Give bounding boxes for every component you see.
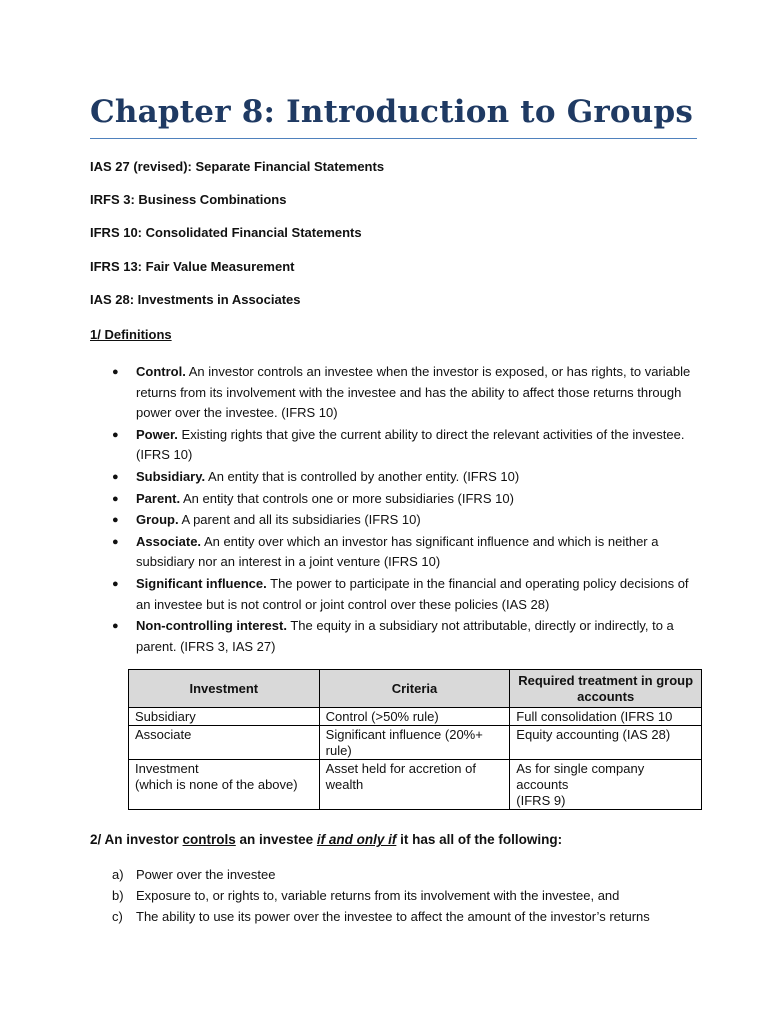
definition-text: An entity that controls one or more subsidiaries (IFRS 10)	[180, 490, 514, 506]
definition-parent	[112, 489, 702, 510]
header-treatment: Required treatment in group accounts	[510, 670, 702, 708]
table-cell	[129, 708, 320, 726]
definition-term: Significant influence.	[136, 576, 267, 592]
definition-non-controlling-interest	[112, 616, 702, 657]
table-row	[129, 708, 702, 726]
definition-term: Power.	[136, 426, 178, 442]
control-conditions-list	[112, 864, 712, 927]
bullet-icon: ●	[112, 514, 119, 527]
definition-text: An investor controls an investee when the investor is exposed, or has rights, to variable returns from its involvement with the investee and has the ability to affect those returns through power over the investee. (IFRS 10)	[136, 364, 691, 420]
condition-text: The ability to use its power over the investee to affect the amount of the investor’s returns	[136, 909, 650, 924]
definitions-heading: 1/ Definitions	[90, 327, 172, 342]
definition-text: Existing rights that give the current ability to direct the relevant activities of the investee. (IFRS 10)	[136, 426, 685, 463]
bullet-icon: ●	[112, 492, 119, 505]
page-title: Chapter 8: Introduction to Groups	[90, 94, 694, 130]
definition-subsidiary	[112, 467, 702, 488]
definition-term: Non-controlling interest.	[136, 618, 287, 634]
cell-text: Full consolidation (IFRS 10	[516, 709, 673, 724]
table-cell	[319, 726, 510, 760]
definition-term: Parent.	[136, 490, 181, 506]
table-row	[129, 726, 702, 760]
condition-text: Exposure to, or rights to, variable returns from its involvement with the investee, and	[136, 888, 620, 903]
condition-text: Power over the investee	[136, 867, 276, 882]
list-marker: c)	[112, 909, 123, 924]
standard-ias-27: IAS 27 (revised): Separate Financial Statements	[90, 159, 385, 174]
definition-text: An entity over which an investor has significant influence and which is neither a subsidiary nor an interest in a joint venture (IFRS 10)	[136, 533, 659, 570]
bullet-icon: ●	[112, 470, 119, 483]
investment-criteria-table	[128, 669, 702, 810]
definition-term: Subsidiary.	[136, 468, 206, 484]
cell-text: (IFRS 9)	[516, 793, 566, 808]
cell-text: Investment	[135, 761, 199, 776]
heading-text: 2/ An investor	[90, 832, 183, 847]
bullet-icon: ●	[112, 535, 119, 548]
standard-ifrs-10: IFRS 10: Consolidated Financial Statements	[90, 225, 362, 240]
definition-power	[112, 425, 702, 466]
heading-iff: if and only if	[316, 832, 397, 847]
definition-group	[112, 510, 702, 531]
heading-controls: controls	[182, 832, 236, 847]
control-conditions-heading	[90, 832, 562, 847]
table-cell	[319, 760, 510, 810]
standard-ifrs-13: IFRS 13: Fair Value Measurement	[90, 259, 295, 274]
definition-text: An entity that is controlled by another entity. (IFRS 10)	[205, 468, 520, 484]
table-cell	[510, 726, 702, 760]
bullet-icon: ●	[112, 620, 119, 633]
bullet-icon: ●	[112, 578, 119, 591]
list-marker: b)	[112, 888, 124, 903]
standard-irfs-3: IRFS 3: Business Combinations	[90, 192, 287, 207]
definition-control	[112, 362, 702, 424]
table-header-row	[129, 670, 702, 708]
table-row	[129, 760, 702, 810]
cell-text: wealth	[325, 777, 364, 792]
cell-text: As for single company accounts	[516, 761, 645, 792]
heading-text: an investee	[235, 832, 317, 847]
table-cell	[510, 760, 702, 810]
cell-text: Control (>50% rule)	[325, 709, 439, 724]
header-criteria: Criteria	[319, 670, 510, 708]
list-marker: a)	[112, 867, 124, 882]
bullet-icon: ●	[112, 428, 119, 441]
cell-text: Equity accounting (IAS 28)	[516, 727, 671, 742]
definition-associate	[112, 532, 702, 573]
definition-text: The equity in a subsidiary not attributable, directly or indirectly, to a parent. (IFRS 3, IAS 27)	[136, 618, 674, 654]
table-cell	[129, 726, 320, 760]
condition-item	[112, 864, 712, 885]
table-cell	[510, 708, 702, 726]
definition-text: A parent and all its subsidiaries (IFRS 10)	[178, 512, 421, 528]
header-investment: Investment	[129, 670, 320, 708]
definition-significant-influence	[112, 574, 702, 615]
table-cell	[319, 708, 510, 726]
definition-term: Associate.	[136, 533, 202, 549]
cell-text: Asset held for accretion of	[325, 761, 476, 776]
heading-text: it has all of the following:	[396, 832, 563, 847]
standard-ias-28: IAS 28: Investments in Associates	[90, 292, 301, 307]
definition-term: Control.	[136, 364, 186, 379]
condition-item	[112, 885, 712, 906]
definition-term: Group.	[136, 512, 179, 528]
definition-text: The power to participate in the financial and operating policy decisions of an investee but is not control or joint control over these policies (IAS 28)	[136, 576, 689, 612]
table-cell	[129, 760, 320, 810]
cell-text: rule)	[325, 743, 352, 758]
cell-text: Subsidiary	[135, 709, 196, 724]
cell-text: Associate	[135, 727, 192, 742]
bullet-icon: ●	[112, 366, 119, 378]
definitions-list	[112, 362, 702, 659]
title-divider	[90, 138, 697, 139]
condition-item	[112, 906, 712, 927]
cell-text: Significant influence (20%+	[325, 727, 483, 742]
cell-text: (which is none of the above)	[135, 777, 298, 792]
